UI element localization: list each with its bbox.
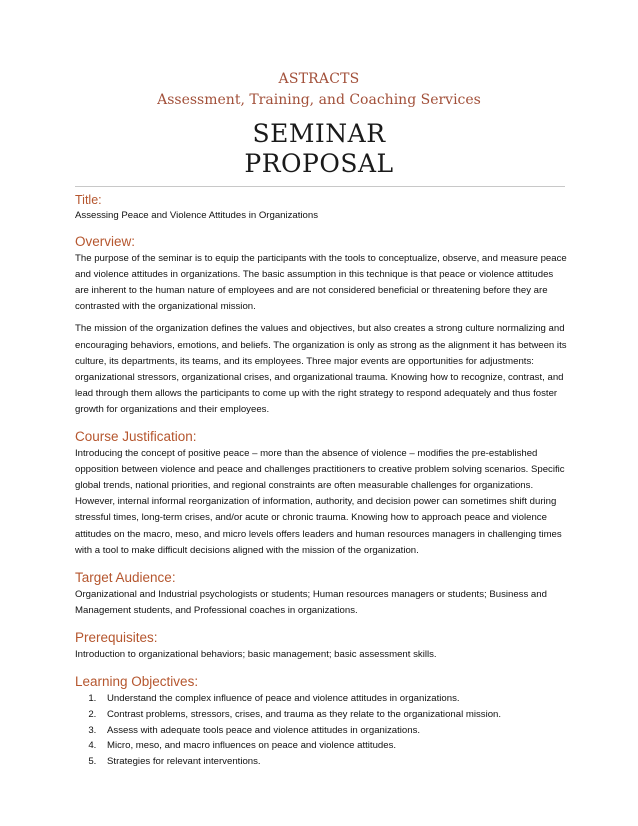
section-heading-prerequisites: Prerequisites: xyxy=(75,629,158,645)
target-audience-text: Organizational and Industrial psychologists or students; Human resources managers or students; Business and Management students, and Professional coaches in organizations. xyxy=(75,588,547,616)
list-item: 4. Micro, meso, and macro influences on peace and violence attitudes. xyxy=(99,738,567,754)
section-heading-title: Title: xyxy=(75,193,102,207)
list-item: 2. Contrast problems, stressors, crises, and trauma as they relate to the organizational mission. xyxy=(99,707,567,723)
header-divider xyxy=(75,186,565,187)
list-item: 3. Assess with adequate tools peace and violence attitudes in organizations. xyxy=(99,723,567,739)
document-body xyxy=(75,192,567,777)
prerequisites-text: Introduction to organizational behaviors; basic management; basic assessment skills. xyxy=(75,648,437,660)
org-full-name: Assessment, Training, and Coaching Services xyxy=(157,92,481,108)
document-title-line-1: SEMINAR xyxy=(252,119,386,148)
section-heading-target-audience: Target Audience: xyxy=(75,569,176,585)
list-item: 1. Understand the complex influence of peace and violence attitudes in organizations. xyxy=(99,691,567,707)
section-heading-learning-objectives: Learning Objectives: xyxy=(75,673,199,689)
list-item: 5. Strategies for relevant interventions. xyxy=(99,754,567,770)
learning-objectives-list xyxy=(75,691,567,770)
section-target-audience xyxy=(75,569,567,619)
section-course-justification xyxy=(75,428,567,559)
course-justification-text: Introducing the concept of positive peace – more than the absence of violence – modifies the pre-established opposition between violence and peace and challenges practitioners to creative problem solving scenarios. Specific global trends, national priorities, and regional constraints are often measurable challenges for organizations. However, internal informal reorganization of information, authority, and decision power can sometimes shift during stressful times, long-term crises, and/or acute or chronic trauma. Knowing how to approach peace and violence attitudes on the macro, meso, and micro levels offers leaders and human resources managers in challenging times with a tool to make difficult decisions aligned with the mission of the organization. xyxy=(75,448,565,556)
section-heading-course-justification: Course Justification: xyxy=(75,429,197,445)
org-name: ASTRACTS xyxy=(278,71,360,87)
seminar-title-text: Assessing Peace and Violence Attitudes in Organizations xyxy=(75,210,319,221)
section-prerequisites xyxy=(75,629,567,663)
section-heading-overview: Overview: xyxy=(75,234,136,250)
overview-paragraph-2: The mission of the organization defines the values and objectives, but also creates a strong culture normalizing and encouraging behaviors, emotions, and beliefs. The organization is only as strong as the alignment it has between its culture, its departments, its teams, and its employees. Three major events are opportunities for adjustments: organizational stressors, organizational crises, and organizational trauma. Knowing how to recognize, contrast, and lead through them allows the participants to come up with the right strategy to respond adequately and thus foster growth for organizations and their employees. xyxy=(75,323,567,415)
section-overview xyxy=(75,233,567,418)
document-title-line-2: PROPOSAL xyxy=(244,149,394,178)
overview-paragraph-1: The purpose of the seminar is to equip the participants with the tools to conceptualize, observe, and measure peace and violence attitudes in organizations. The basic assumption in this technique is that peace or violence attitudes are inherent to the human nature of employees and are not considered beneficial or threatening before they are contrasted with the organizational mission. xyxy=(75,253,567,313)
section-title xyxy=(75,192,567,224)
document-title xyxy=(0,119,638,179)
section-learning-objectives xyxy=(75,673,567,770)
